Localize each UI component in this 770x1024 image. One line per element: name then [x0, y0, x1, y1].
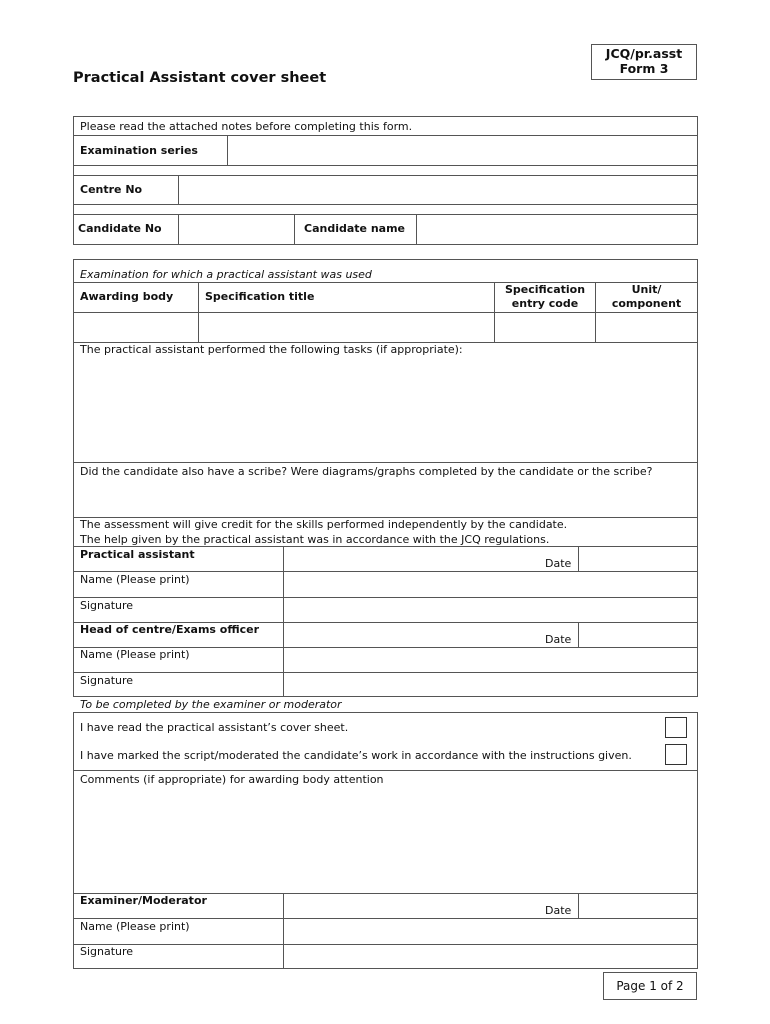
candidate-name-field[interactable] — [417, 215, 697, 244]
centre-no-field[interactable] — [179, 176, 697, 204]
unit-component-header: Unit/ component — [611, 283, 682, 310]
awarding-body-field[interactable] — [74, 313, 197, 341]
head-of-centre-name-field[interactable] — [284, 648, 697, 671]
examiner-date-field[interactable] — [579, 894, 697, 917]
awarding-body-header: Awarding body — [80, 290, 174, 303]
head-of-centre-name-label: Name (Please print) — [80, 648, 190, 661]
page-indicator — [603, 972, 697, 1000]
comments-label: Comments (if appropriate) for awarding body attention — [80, 773, 384, 786]
examiner-name-label: Name (Please print) — [80, 920, 190, 933]
comments-field[interactable] — [74, 789, 697, 892]
page-title: Practical Assistant cover sheet — [73, 70, 327, 86]
candidate-no-field[interactable] — [179, 215, 293, 244]
marked-script-checkbox[interactable] — [665, 744, 687, 765]
specification-title-header: Specification title — [205, 290, 315, 303]
form-code-box — [591, 44, 697, 80]
candidate-name-label: Candidate name — [304, 222, 405, 235]
form-code-line2: Form 3 — [619, 61, 669, 76]
head-of-centre-signature-field[interactable] — [284, 673, 697, 696]
scribe-question: Did the candidate also have a scribe? Were diagrams/graphs completed by the candidate or the scribe? — [80, 465, 653, 478]
examiner-moderator-label: Examiner/Moderator — [80, 894, 207, 907]
examination-caption: Examination for which a practical assistant was used — [80, 268, 372, 281]
scribe-answer-field[interactable] — [74, 481, 697, 517]
head-of-centre-date-label: Date — [545, 633, 572, 646]
read-cover-sheet-checkbox[interactable] — [665, 717, 687, 738]
examination-series-label: Examination series — [80, 144, 198, 157]
practical-assistant-date-label: Date — [545, 557, 572, 570]
examiner-signature-field[interactable] — [284, 945, 697, 968]
examiner-signature-label: Signature — [80, 945, 134, 958]
practical-assistant-signature-field[interactable] — [284, 598, 697, 621]
head-of-centre-label: Head of centre/Exams officer — [80, 623, 260, 636]
form-code-line1: JCQ/pr.asst — [605, 46, 683, 61]
practical-assistant-date-field[interactable] — [579, 547, 697, 570]
tasks-label: The practical assistant performed the following tasks (if appropriate): — [80, 343, 463, 356]
specification-entry-code-header: Specification entry code — [504, 283, 586, 310]
credit-line-2: The help given by the practical assistant was in accordance with the JCQ regulations. — [80, 533, 550, 546]
practical-assistant-signature-label: Signature — [80, 599, 134, 612]
examiner-name-field[interactable] — [284, 919, 697, 943]
head-of-centre-date-field[interactable] — [579, 623, 697, 646]
centre-no-label: Centre No — [80, 183, 143, 196]
statement-read-cover-sheet: I have read the practical assistant’s cover sheet. — [80, 721, 349, 734]
candidate-no-label: Candidate No — [78, 222, 162, 235]
practical-assistant-name-label: Name (Please print) — [80, 573, 190, 586]
specification-entry-code-field[interactable] — [495, 313, 594, 341]
practical-assistant-label: Practical assistant — [80, 548, 195, 561]
page-indicator-label: Page 1 of 2 — [616, 979, 684, 993]
notice-text: Please read the attached notes before completing this form. — [80, 120, 413, 133]
examination-series-field[interactable] — [228, 136, 697, 165]
examiner-caption: To be completed by the examiner or moderator — [80, 698, 342, 711]
credit-line-1: The assessment will give credit for the skills performed independently by the candidate. — [80, 518, 568, 531]
head-of-centre-signature-label: Signature — [80, 674, 134, 687]
examiner-date-label: Date — [545, 904, 572, 917]
practical-assistant-name-field[interactable] — [284, 572, 697, 596]
tasks-field[interactable] — [74, 358, 697, 461]
specification-title-field[interactable] — [199, 313, 493, 341]
unit-component-field[interactable] — [596, 313, 697, 341]
statement-marked-script: I have marked the script/moderated the candidate’s work in accordance with the instructions given. — [80, 749, 632, 762]
